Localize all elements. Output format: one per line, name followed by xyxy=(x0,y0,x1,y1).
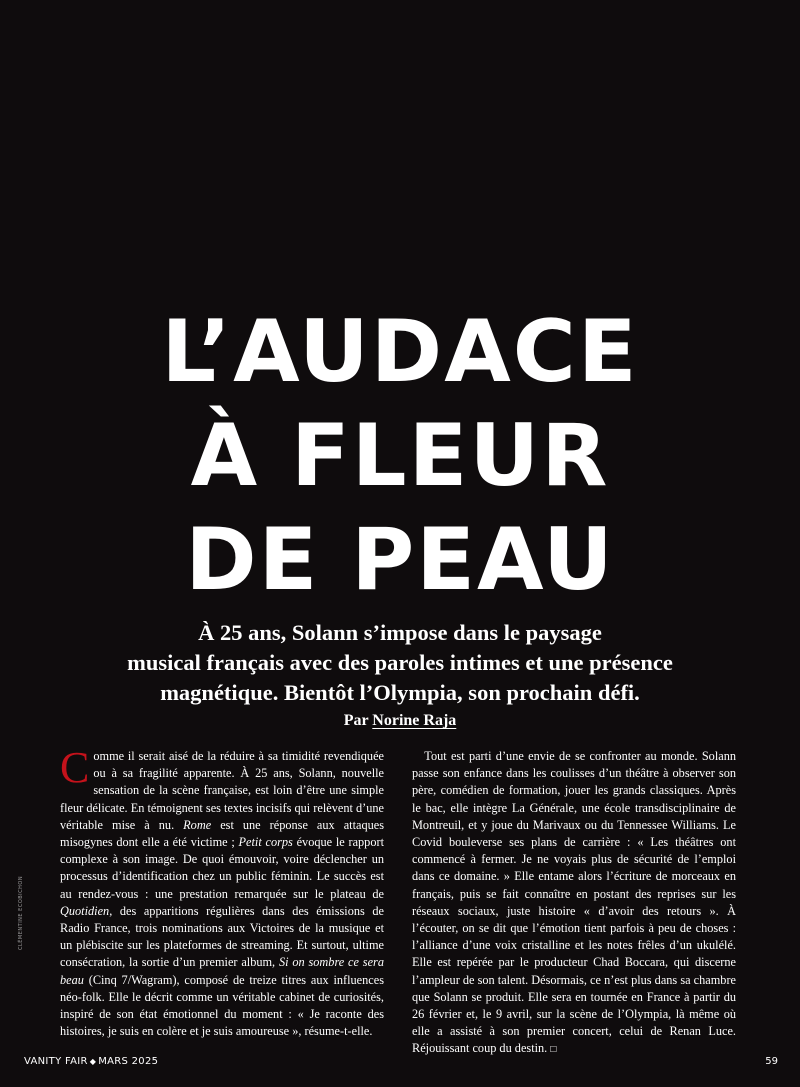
footer-folio xyxy=(24,1056,158,1067)
standfirst-line-1: À 25 ans, Solann s’impose dans le paysage xyxy=(198,620,602,645)
end-mark-icon: □ xyxy=(550,1044,557,1056)
issue-date: MARS 2025 xyxy=(98,1056,159,1067)
show-title-quotidien: Quotidien xyxy=(60,903,110,918)
body-column-left xyxy=(60,743,384,1040)
headline-line-2: À FLEUR xyxy=(190,406,610,506)
text-run: (Cinq 7/Wagram), composé de treize titres aux influences néo-folk. Elle le décrit comme un véritable cabinet de curiosités, inspiré de son état émotionnel du moment : « Je raconte des histoires, je suis en colère et je suis amoureuse », résume-t-elle. xyxy=(60,972,384,1039)
headline-line-3: DE PEAU xyxy=(185,510,615,610)
body-paragraph-2 xyxy=(412,748,736,1059)
standfirst-line-3: magnétique. Bientôt l’Olympia, son prochain défi. xyxy=(160,680,640,705)
diamond-icon: ◆ xyxy=(89,1057,97,1066)
text-run: évoque le rapport complexe à son image. De quoi émouvoir, voire déclencher un processus d’identification chez un public féminin. Le succès est au rendez-vous : une prestation remarquée sur le plateau de xyxy=(60,835,384,901)
standfirst xyxy=(110,618,690,708)
photo-credit: CLÉMENTINE ECOBICHON xyxy=(18,875,24,950)
byline xyxy=(0,712,800,730)
text-run: omme il serait aisé de la réduire à sa timidité revendiquée ou à sa fragilité apparente. À 25 ans, Solann, nouvelle sensation de la scène française, est loin d’être une simple fleur délicate. En témoignent ses textes incisifs qui relèvent d’une véritable mise à nu. xyxy=(60,749,384,832)
text-run: Tout est parti d’une envie de se confronter au monde. Solann passe son enfance dans les coulisses d’un théâtre à observer son père, comédien de formation, jouer les grands classiques. Après le bac, elle intègre La Générale, une école transdisciplinaire de Montreuil, et y joue du Marivaux ou du Tennessee Williams. Le Covid bouleverse ses plans de carrière : « Les théâtres ont commencé à fermer. Je ne voyais plus de sécurité de l’emploi dans ce domaine. » Elle entame alors l’écriture de morceaux en français, puis se fait connaître en postant des reprises sur les réseaux sociaux, juste histoire « d’avoir des retours ». À l’écouter, on se dit que l’émotion tient parfois à peu de choses : l’alliance d’une voix cristalline et les notes frêles d’un ukulélé. Elle est repérée par le producteur Chad Boccara, qui discerne l’ampleur de son talent. Désormais, ce n’est plus dans sa chambre que Solann se produit. Elle sera en tournée en France à partir du 26 février et, le 9 avril, sur la scène de l’Olympia, là même où elle a assisté à son premier concert, celui de Renan Luce. Réjouissant coup du destin. xyxy=(412,749,736,1056)
body-column-right xyxy=(412,748,736,1059)
standfirst-line-2: musical français avec des paroles intimes et une présence xyxy=(127,650,673,675)
headline xyxy=(0,300,800,612)
song-title-petit-corps: Petit corps xyxy=(238,835,293,850)
body-paragraph-1 xyxy=(60,743,384,1040)
album-title: Si on sombre ce sera beau xyxy=(60,955,384,987)
dropcap: C xyxy=(60,743,90,792)
text-run: est une réponse aux attaques misogynes dont elle a été victime ; xyxy=(60,817,384,850)
byline-author: Norine Raja xyxy=(372,712,457,729)
page-number: 59 xyxy=(765,1056,778,1067)
text-run: , des apparitions régulières dans des émissions de Radio France, trois nominations aux Victoires de la musique et un plébiscite sur les plateformes de streaming. Et surtout, ultime consécration, la sortie d’un premier album, xyxy=(60,903,384,970)
headline-line-1: L’AUDACE xyxy=(161,302,639,402)
byline-prefix: Par xyxy=(343,712,369,729)
magazine-name: VANITY FAIR xyxy=(24,1056,88,1067)
song-title-rome: Rome xyxy=(183,817,212,832)
